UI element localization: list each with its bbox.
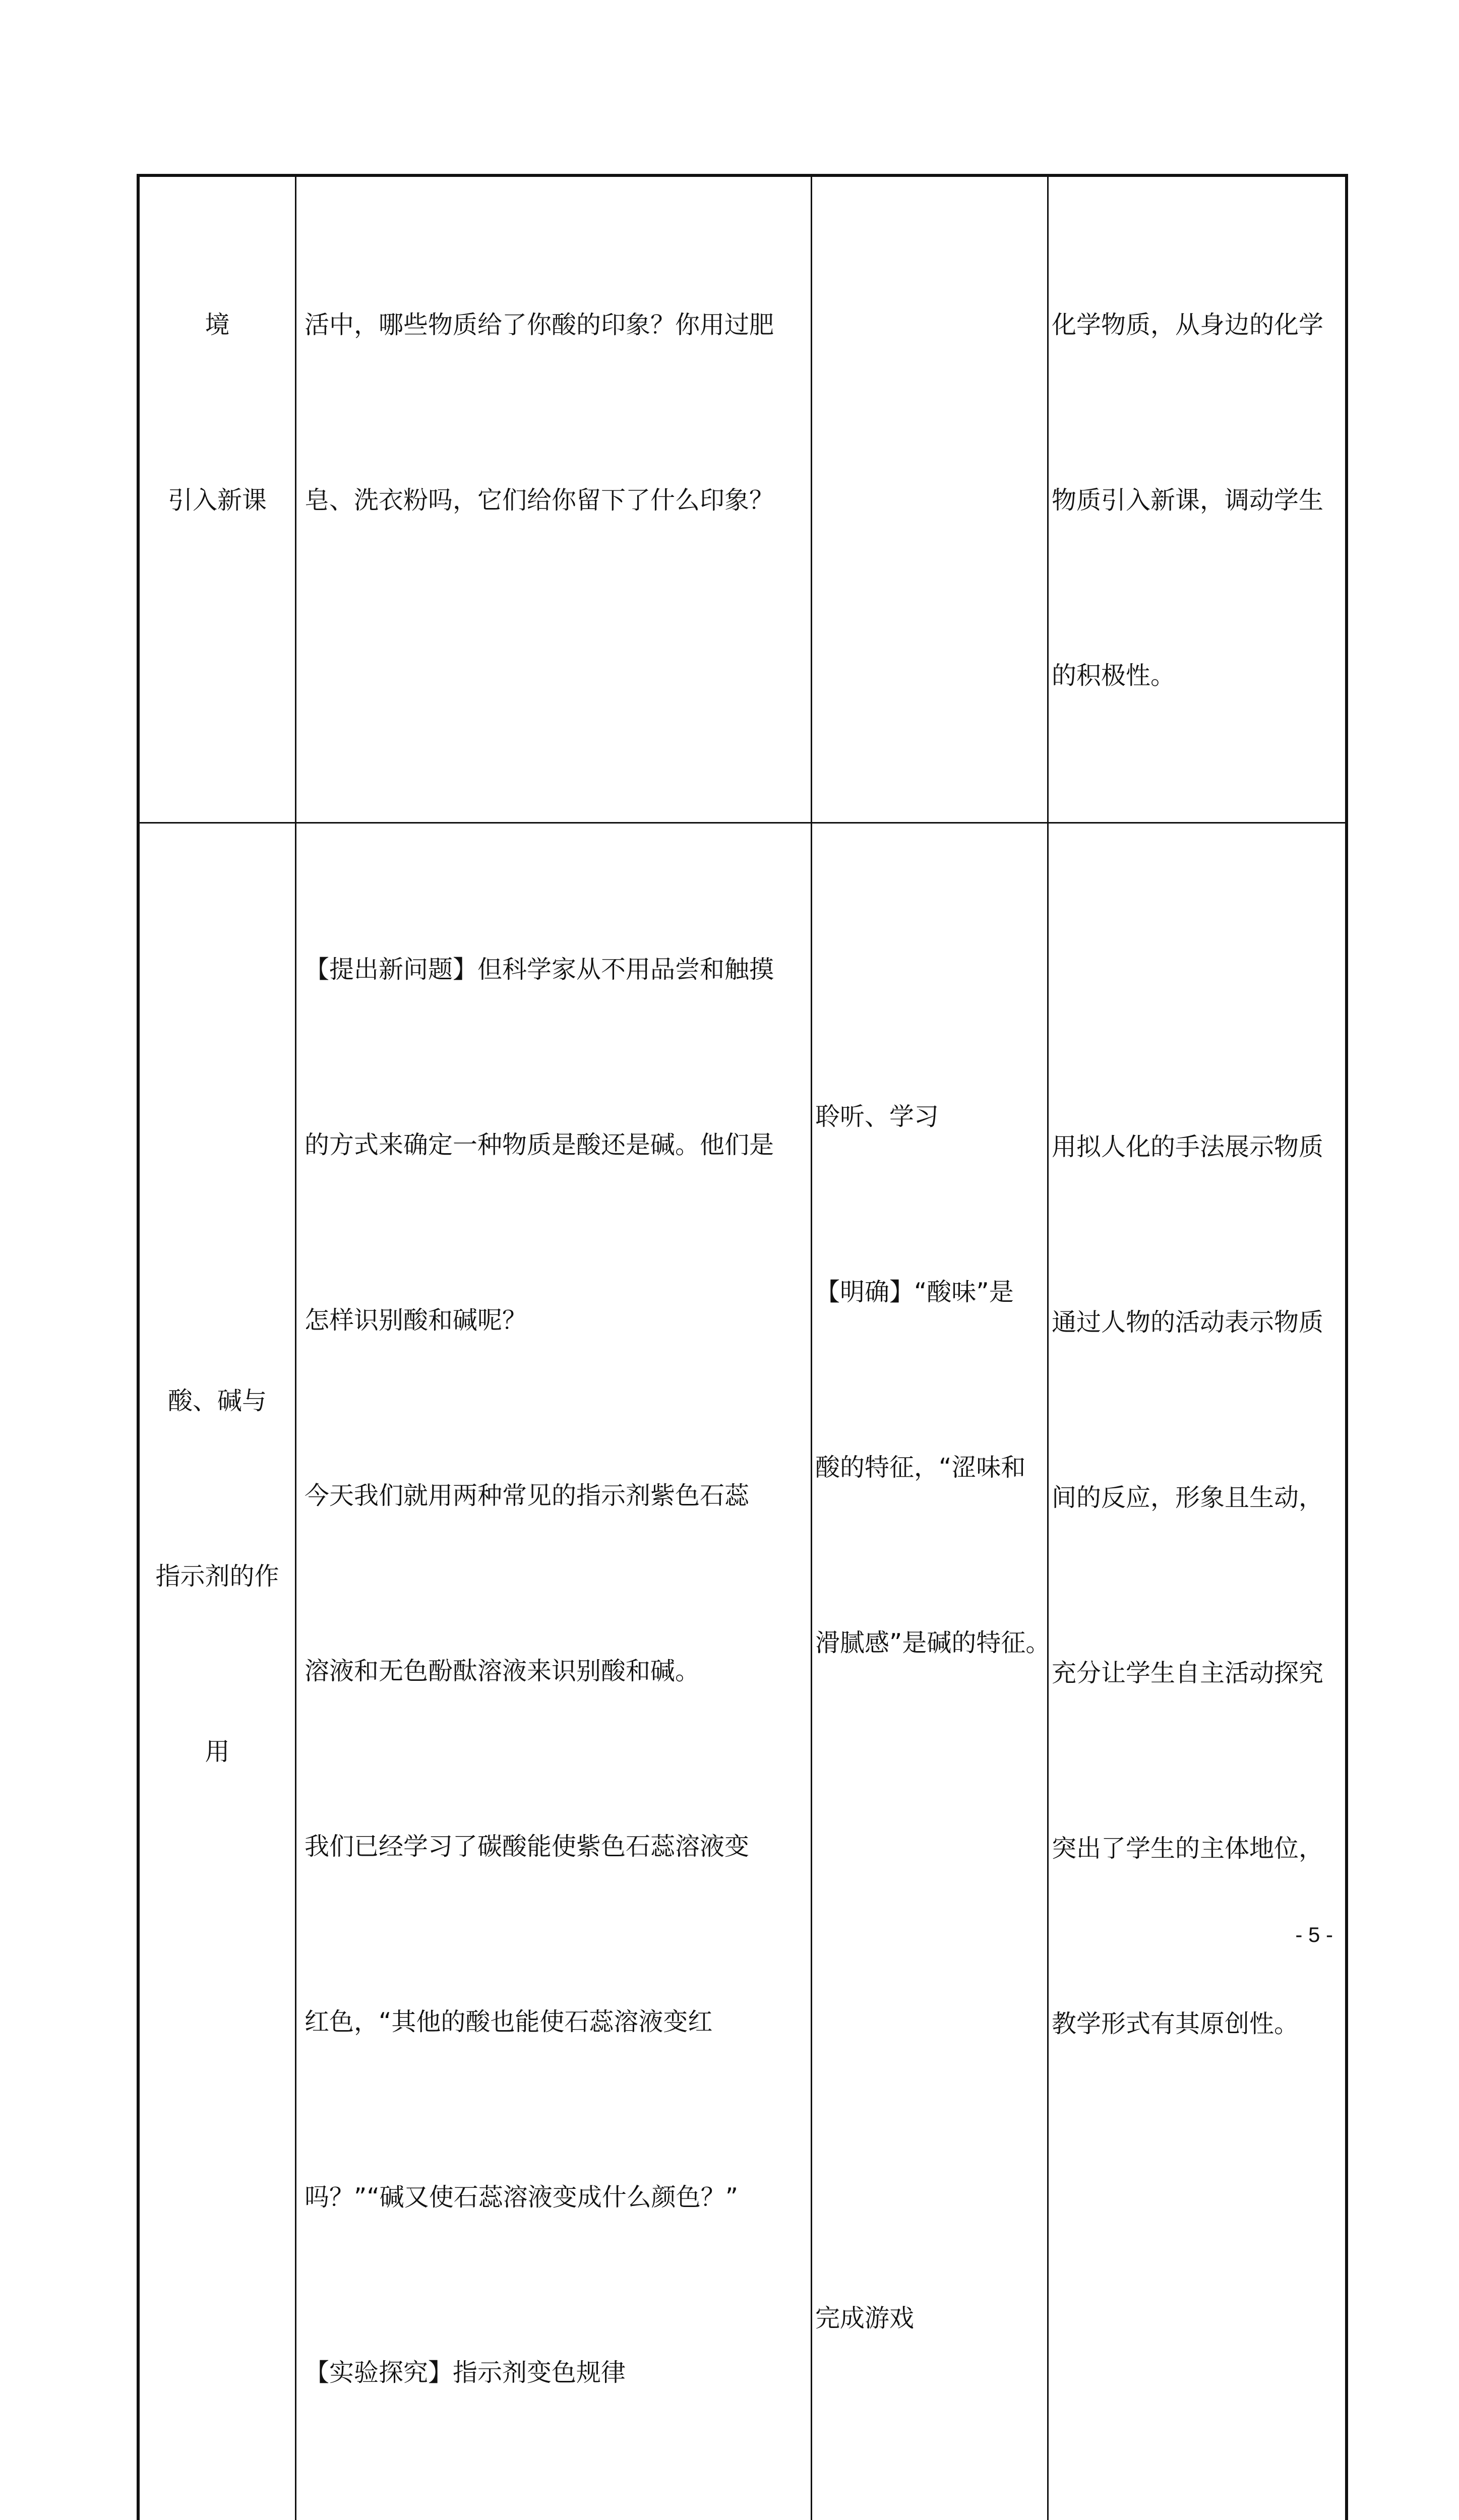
stage-line: 引入新课 bbox=[144, 471, 291, 530]
stage-line: 境 bbox=[144, 296, 291, 354]
student-activity-cell bbox=[812, 175, 1048, 823]
design-intent-cell bbox=[1048, 823, 1347, 2520]
teacher-line bbox=[305, 2519, 803, 2520]
table-row bbox=[138, 823, 1347, 2520]
teacher-line: 我们已经学习了碳酸能使紫色石蕊溶液变 bbox=[305, 1817, 803, 1876]
intent-line: 的积极性。 bbox=[1052, 647, 1337, 705]
teacher-line: 活中，哪些物质给了你酸的印象？你用过肥 bbox=[305, 296, 803, 354]
stage-line: 指示剂的作 bbox=[144, 1547, 291, 1606]
teacher-line: 吗？”“碱又使石蕊溶液变成什么颜色？” bbox=[305, 2168, 803, 2227]
design-intent-cell bbox=[1048, 175, 1347, 823]
intent-line: 化学物质，从身边的化学 bbox=[1052, 296, 1337, 354]
intent-line: 教学形式有其原创性。 bbox=[1052, 1995, 1337, 2053]
teacher-line: 【提出新问题】但科学家从不用品尝和触摸 bbox=[305, 940, 803, 999]
student-line: 【明确】“酸味”是 bbox=[815, 1263, 1047, 1321]
intent-line: 突出了学生的主体地位， bbox=[1052, 1819, 1337, 1878]
intent-line: 用拟人化的手法展示物质 bbox=[1052, 1118, 1337, 1176]
page-number: - 5 - bbox=[1295, 1923, 1333, 1947]
lesson-plan-table bbox=[137, 174, 1348, 2520]
stage-cell bbox=[138, 823, 296, 2520]
stage-line: 酸、碱与 bbox=[144, 1372, 291, 1430]
student-line: 酸的特征，“涩味和 bbox=[815, 1438, 1047, 1497]
teacher-line: 的方式来确定一种物质是酸还是碱。他们是 bbox=[305, 1116, 803, 1174]
student-line: 聆听、学习 bbox=[815, 1088, 1047, 1146]
teacher-line: 【实验探究】指示剂变色规律 bbox=[305, 2344, 803, 2402]
intent-line: 充分让学生自主活动探究 bbox=[1052, 1644, 1337, 1703]
student-line: 完成游戏 bbox=[815, 2289, 1047, 2348]
teacher-activity-cell bbox=[296, 823, 812, 2520]
teacher-line: 溶液和无色酚酞溶液来识别酸和碱。 bbox=[305, 1642, 803, 1700]
intent-line: 间的反应，形象且生动， bbox=[1052, 1469, 1337, 1527]
intent-line: 通过人物的活动表示物质 bbox=[1052, 1293, 1337, 1352]
student-line: 滑腻感”是碱的特征。 bbox=[815, 1614, 1047, 1672]
teacher-line: 今天我们就用两种常见的指示剂紫色石蕊 bbox=[305, 1467, 803, 1525]
intent-line: 物质引入新课，调动学生 bbox=[1052, 471, 1337, 530]
teacher-line: 怎样识别酸和碱呢？ bbox=[305, 1291, 803, 1350]
teacher-line: 红色，“其他的酸也能使石蕊溶液变红 bbox=[305, 1993, 803, 2051]
stage-cell bbox=[138, 175, 296, 823]
teacher-activity-cell bbox=[296, 175, 812, 823]
stage-line: 用 bbox=[144, 1723, 291, 1781]
teacher-line: 皂、洗衣粉吗，它们给你留下了什么印象？ bbox=[305, 471, 803, 530]
table-row bbox=[138, 175, 1347, 823]
student-activity-cell bbox=[812, 823, 1048, 2520]
